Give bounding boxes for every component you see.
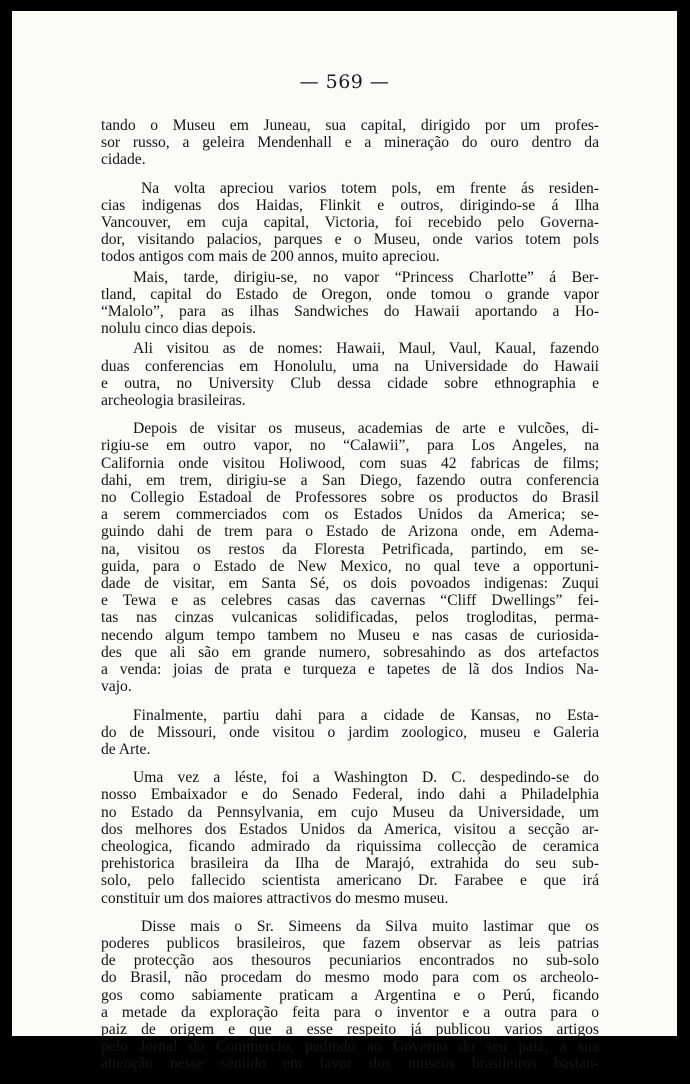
text-line: paiz de origem e que a esse respeito já publicou varios artigos xyxy=(101,1020,599,1038)
text-line: dade de visitar, em Santa Sé, os dois povoados indigenas: Zuqui xyxy=(101,575,599,593)
text-line: attenção nesse sentido em favor dos museus brasileiros bastan- xyxy=(101,1055,599,1073)
text-line: Ali visitou as de nomes: Hawaii, Maul, Vaul, Kaual, fazendo xyxy=(133,340,599,358)
paragraph xyxy=(101,420,599,695)
body-text xyxy=(101,117,599,1084)
text-line: archeologia brasileiras. xyxy=(101,392,246,410)
text-line: a metade da exploração feita para o inventor e a outra para o xyxy=(101,1003,599,1021)
text-line: California onde visitou Holiwood, com suas 42 fabricas de films; xyxy=(101,454,599,472)
text-line: dos melhores dos Estados Unidos da America, visitou a secção ar- xyxy=(101,820,599,838)
text-line: do de Missouri, onde visitou o jardim zoologico, museu e Galeria xyxy=(101,723,599,741)
paragraph xyxy=(101,117,599,169)
text-line: dahi, em trem, dirigiu-se a San Diego, fazendo outra conferencia xyxy=(101,471,599,489)
text-line: no Estado da Pennsylvania, em cujo Museu da Universidade, um xyxy=(101,803,599,821)
text-line: e Tewa e as celebres casas das cavernas “Cliff Dwellings” fei- xyxy=(101,592,599,610)
paragraph xyxy=(101,707,599,759)
text-line: duas conferencias em Honolulu, uma na Universidade do Hawaii xyxy=(101,357,599,375)
text-line: necendo algum tempo tambem no Museu e nas casas de curiosida- xyxy=(101,626,599,644)
paragraph xyxy=(101,180,599,266)
text-line: Vancouver, em cuja capital, Victoria, foi recebido pelo Governa- xyxy=(101,214,599,232)
text-line: rigiu-se em outro vapor, no “Calawii”, para Los Angeles, na xyxy=(101,437,599,455)
paragraph xyxy=(101,340,599,409)
text-line: todos antigos com mais de 200 annos, muito apreciou. xyxy=(101,248,440,266)
text-line: Mais, tarde, dirigiu-se, no vapor “Princess Charlotte” á Ber- xyxy=(133,268,599,286)
text-line: Depois de visitar os museus, academias de arte e vulcões, di- xyxy=(133,420,599,438)
text-line: tando o Museu em Juneau, sua capital, dirigido por um profes- xyxy=(101,117,599,134)
text-line: cias indigenas dos Haidas, Flinkit e outros, dirigindo-se á Ilha xyxy=(101,196,599,214)
text-line: Finalmente, partiu dahi para a cidade de Kansas, no Esta- xyxy=(133,706,599,724)
text-line: Uma vez a léste, foi a Washington D. C. despedindo-se do xyxy=(133,769,599,787)
text-line: guida, para o Estado de New Mexico, no qual teve a opportuni- xyxy=(101,557,599,575)
paragraph xyxy=(101,269,599,338)
paragraph xyxy=(101,918,599,1073)
text-line: cheologica, ficando admirado da riquissima collecção de ceramica xyxy=(101,837,599,855)
text-line: a venda: joias de prata e turqueza e tapetes de lã dos Indios Na- xyxy=(101,661,599,679)
text-line: Na volta apreciou varios totem pols, em frente ás residen- xyxy=(141,179,599,197)
text-line: poderes publicos brasileiros, que fazem observar as leis patrias xyxy=(101,934,599,952)
text-line: cidade. xyxy=(101,151,146,169)
page-number: — 569 — xyxy=(299,71,390,93)
text-line: do Brasil, não procedam do mesmo modo para com os archeolo- xyxy=(101,969,599,987)
text-line: nosso Embaixador e do Senado Federal, indo dahi a Philadelphia xyxy=(101,786,599,804)
text-line: tas nas cinzas vulcanicas solidificadas, pelos trogloditas, perma- xyxy=(101,609,599,627)
text-line: vajo. xyxy=(101,678,132,696)
text-line: des que ali são em grande numero, sobresahindo as dos artefactos xyxy=(101,643,599,661)
text-line: e outra, no University Club dessa cidade sobre ethnographia e xyxy=(101,374,599,392)
book-page xyxy=(12,11,677,1073)
text-line: na, visitou os restos da Floresta Petrificada, partindo, em se- xyxy=(101,540,599,558)
text-line: a serem commerciados com os Estados Unidos da America; se- xyxy=(101,506,599,524)
text-line: gos como sabiamente praticam a Argentina e o Perú, ficando xyxy=(101,986,599,1004)
text-line: de protecção aos thesouros pecuniarios encontrados no sub-solo xyxy=(101,952,599,970)
text-line: solo, pelo fallecido scientista americano Dr. Farabee e que irá xyxy=(101,872,599,890)
text-line: tland, capital do Estado de Oregon, onde tomou o grande vapor xyxy=(101,285,599,303)
text-line: Disse mais o Sr. Simeens da Silva muito lastimar que os xyxy=(141,917,599,935)
text-line: pelo Jornal do Commercio, pedindo ao Governo do seu paiz, a sua xyxy=(101,1038,599,1056)
text-line: no Collegio Estadoal de Professores sobre os productos do Brasil xyxy=(101,489,599,507)
text-line: constituir um dos maiores attractivos do mesmo museu. xyxy=(101,889,449,907)
text-line: guindo dahi de trem para o Estado de Arizona onde, em Adema- xyxy=(101,523,599,541)
paragraph xyxy=(101,769,599,907)
text-line: dor, visitando palacios, parques e o Museu, onde varios totem pols xyxy=(101,231,599,249)
text-line: prehistorica brasileira da Ilha de Marajó, extrahida do seu sub- xyxy=(101,855,599,873)
text-line: de Arte. xyxy=(101,740,151,758)
text-line: nolulu cinco dias depois. xyxy=(101,320,257,338)
text-line: “Malolo”, para as ilhas Sandwiches do Hawaii aportando a Ho- xyxy=(101,303,599,321)
text-line: sor russo, a geleira Mendenhall e a mineração do ouro dentro da xyxy=(101,134,599,152)
